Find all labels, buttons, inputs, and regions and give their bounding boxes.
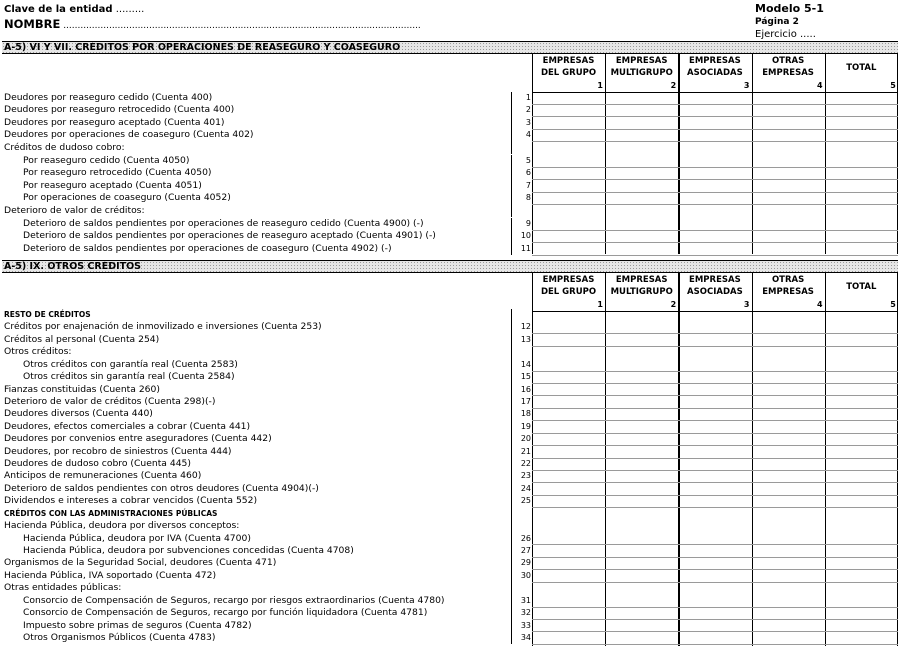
table-row [0,218,900,231]
row-label: RESTO DE CRÉDITOS [4,310,91,319]
table-row [0,520,900,533]
column-header-line: MULTIGRUPO [610,68,673,78]
column-header-line: OTRAS [771,56,805,66]
row-label: Otras entidades públicas: [4,582,122,594]
column-header-line: TOTAL [846,63,877,73]
row-number: 12 [520,322,531,332]
row-label: Hacienda Pública, deudora por IVA (Cuenta 4700) [23,532,251,544]
row-number: 11 [520,243,531,253]
row-label: Deterioro de saldos pendientes por operaciones de coaseguro (Cuenta 4902) (-) [23,242,392,254]
row-number: 1 [525,92,531,102]
row-label: Deudores por reaseguro cedido (Cuenta 400) [4,91,213,103]
column-header-2 [605,54,678,79]
row-number: 13 [520,334,531,344]
column-header-3 [678,273,751,298]
row-label: Deterioro de saldos pendientes por operaciones de reaseguro cedido (Cuenta 4900) (-) [23,217,424,229]
row-number-separator [511,508,512,521]
table-row [0,117,900,130]
row-label: Créditos por enajenación de inmovilizado e inversiones (Cuenta 253) [4,321,322,333]
column-number-4: 4 [817,300,823,309]
row-label: Por reaseguro aceptado (Cuenta 4051) [23,179,202,191]
row-number: 30 [520,570,531,580]
row-label: Deudores por reaseguro aceptado (Cuenta 401) [4,116,225,128]
row-number: 3 [525,117,531,127]
column-header-line: EMPRESAS [689,56,741,66]
row-number-separator [511,309,512,322]
row-label: Deterioro de valor de créditos (Cuenta 298)(-) [4,395,216,407]
table-row [0,167,900,180]
column-header-line: EMPRESAS [542,275,595,285]
table-row [0,334,900,347]
row-label: Otros Organismos Públicos (Cuenta 4783) [23,631,216,643]
table-row [0,180,900,193]
row-label: Fianzas constituidas (Cuenta 260) [4,383,160,395]
row-label: Deudores diversos (Cuenta 440) [4,408,153,420]
row-number: 31 [520,595,531,605]
column-header-line: MULTIGRUPO [610,287,673,297]
column-number-2: 2 [670,81,677,90]
column-header-line: EMPRESAS [542,56,595,66]
column-header-2 [605,273,678,298]
row-number: 22 [520,459,531,469]
row-label: Deudores, efectos comerciales a cobrar (Cuenta 441) [4,420,251,432]
row-number: 2 [525,105,531,115]
row-label: Deudores por operaciones de coaseguro (Cuenta 402) [4,129,254,141]
row-label: Dividendos e intereses a cobrar vencidos (Cuenta 552) [4,495,258,507]
table-row [0,243,900,256]
row-label: Por reaseguro retrocedido (Cuenta 4050) [23,167,212,179]
column-header-line: EMPRESAS [615,275,668,285]
section-title-reaseguro: A-5) VI Y VII. CRÉDITOS POR OPERACIONES DE REASEGURO Y COASEGURO [2,41,898,54]
row-label: Hacienda Pública, deudora por diversos conceptos: [4,520,240,532]
row-label: Anticipos de remuneraciones (Cuenta 460) [4,470,202,482]
column-header-4 [752,273,825,298]
table-row [0,359,900,372]
row-label: Otros créditos sin garantía real (Cuenta 2584) [23,371,235,383]
row-number: 20 [520,434,531,444]
column-number-5: 5 [890,81,896,90]
table-row [0,533,900,546]
row-number-separator [511,142,512,155]
row-number: 27 [520,545,531,555]
table-row [0,384,900,397]
column-header-3 [678,54,751,79]
table-row [0,620,900,633]
row-number: 17 [520,396,531,406]
table-row [0,570,900,583]
nombre-line [4,16,421,32]
row-number-separator [511,205,512,218]
row-label: Deterioro de valor de créditos: [4,204,145,216]
row-number-separator [511,346,512,359]
row-number-separator [511,582,512,595]
nombre-dots[interactable]: ............................................................................................................................. [60,21,421,31]
column-header-line: DEL GRUPO [540,68,597,78]
table-row [0,458,900,471]
row-number: 8 [525,193,531,203]
column-header-line: EMPRESAS [689,275,741,285]
row-number: 7 [525,180,531,190]
table-row [0,582,900,595]
table-row [0,632,900,645]
table-row [0,433,900,446]
table-row [0,92,900,105]
row-number: 29 [520,558,531,568]
column-number-1: 1 [597,300,603,309]
row-label: Deudores de dudoso cobro (Cuenta 445) [4,458,191,470]
row-number: 10 [520,231,531,241]
entity-header [4,3,421,32]
table-row [0,495,900,508]
row-label: Por reaseguro cedido (Cuenta 4050) [23,154,190,166]
clave-line [4,3,421,16]
model-header [755,2,824,41]
row-number: 23 [520,471,531,481]
row-number: 19 [520,421,531,431]
table-row [0,470,900,483]
row-number: 18 [520,409,531,419]
table-row [0,421,900,434]
row-number: 26 [520,533,531,543]
row-number: 9 [525,218,531,228]
table-row [0,557,900,570]
row-label: Otros créditos: [4,346,72,358]
column-header-line: ASOCIADAS [687,68,743,78]
column-header-line: ASOCIADAS [687,287,743,297]
row-label: Consorcio de Compensación de Seguros, recargo por función liquidadora (Cuenta 4781) [23,607,428,619]
table-row [0,142,900,155]
column-header-4 [752,54,825,79]
table-row [0,230,900,243]
column-number-1: 1 [597,81,603,90]
pagina-label: Página 2 [755,17,799,27]
column-header-line: EMPRESAS [762,287,814,297]
section-title-otros-creditos: A-5) IX. OTROS CRÉDITOS [2,260,898,273]
column-header-1 [532,273,605,298]
column-header-1 [532,54,605,79]
column-header-5 [825,273,898,293]
table-row [0,607,900,620]
row-label: Créditos de dudoso cobro: [4,141,125,153]
row-label: Créditos al personal (Cuenta 254) [4,333,160,345]
row-number: 21 [520,446,531,456]
row-number: 33 [520,620,531,630]
row-number: 5 [525,155,531,165]
row-number: 24 [520,483,531,493]
table-row [0,371,900,384]
row-number: 14 [520,359,531,369]
column-header-line: TOTAL [846,282,877,292]
row-label: Organismos de la Seguridad Social, deudores (Cuenta 471) [4,557,277,569]
row-label: Por operaciones de coaseguro (Cuenta 4052) [23,192,231,204]
row-label: Hacienda Pública, deudora por subvenciones concedidas (Cuenta 4708) [23,544,354,556]
column-number-5: 5 [890,300,896,309]
clave-dots[interactable]: ......... [112,4,145,15]
column-header-5 [825,54,898,74]
row-number: 32 [520,608,531,618]
table-row [0,309,900,322]
row-label: Otros créditos con garantía real (Cuenta 2583) [23,358,238,370]
modelo-label: Modelo 5-1 [755,2,824,15]
column-number-2: 2 [670,300,677,309]
table-row [0,192,900,205]
row-number: 6 [525,168,531,178]
row-number: 4 [525,130,531,140]
table-row [0,545,900,558]
table-row [0,129,900,142]
column-header-line: OTRAS [771,275,805,285]
row-number: 16 [520,384,531,394]
row-label: Deudores por convenios entre aseguradores (Cuenta 442) [4,433,272,445]
row-label: Impuesto sobre primas de seguros (Cuenta 4782) [23,619,252,631]
table-row [0,595,900,608]
column-number-3: 3 [743,300,750,309]
column-header-line: EMPRESAS [762,68,814,78]
table-row [0,396,900,409]
clave-label: Clave de la entidad [4,4,113,15]
row-label: Consorcio de Compensación de Seguros, recargo por riesgos extraordinarios (Cuenta 4780) [23,594,445,606]
nombre-label: NOMBRE [4,17,61,31]
table-row [0,446,900,459]
row-label: Deterioro de saldos pendientes por operaciones de reaseguro aceptado (Cuenta 4901) (-) [23,230,436,242]
column-header-line: DEL GRUPO [540,287,597,297]
table-row [0,483,900,496]
table-row [0,346,900,359]
row-number: 25 [520,496,531,506]
row-number: 15 [520,372,531,382]
column-number-4: 4 [817,81,823,90]
row-number-separator [511,520,512,533]
table-row [0,205,900,218]
table-row [0,104,900,117]
row-label: Hacienda Pública, IVA soportado (Cuenta 472) [4,569,217,581]
column-header-line: EMPRESAS [615,56,668,66]
table-row [0,155,900,168]
row-label: CRÉDITOS CON LAS ADMINISTRACIONES PÚBLICAS [4,508,218,518]
row-label: Deudores, por recobro de siniestros (Cuenta 444) [4,445,232,457]
column-number-3: 3 [743,81,750,90]
ejercicio-field[interactable]: Ejercicio ..... [755,29,816,40]
row-number: 34 [520,632,531,642]
table-row [0,321,900,334]
table-row [0,508,900,521]
row-label: Deudores por reaseguro retrocedido (Cuenta 400) [4,104,235,116]
table-row [0,408,900,421]
row-label: Deterioro de saldos pendientes con otros deudores (Cuenta 4904)(-) [4,482,319,494]
